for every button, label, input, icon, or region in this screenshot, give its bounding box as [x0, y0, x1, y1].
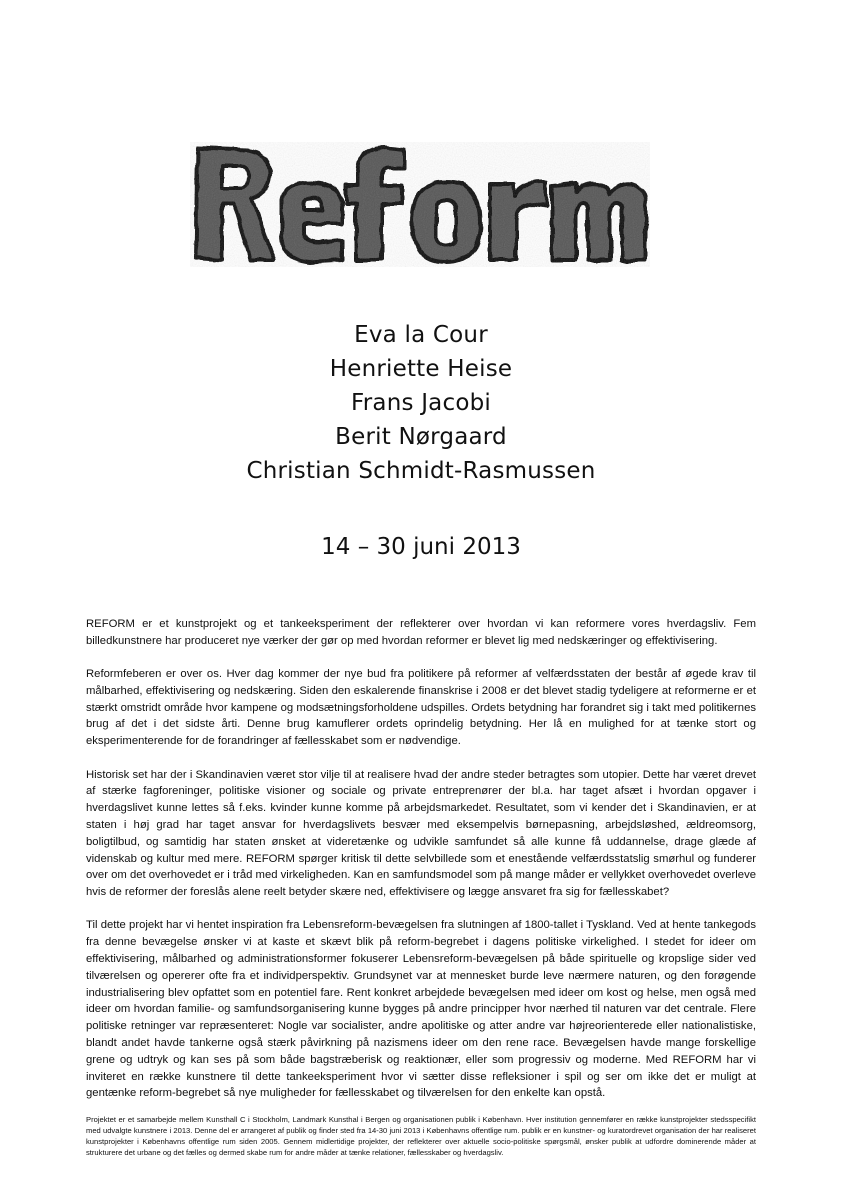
body-paragraph: Historisk set har der i Skandinavien været stor vilje til at realisere hvad der andre steder betragtes som utopier. Dette har været drevet af stærke fagforeninger, politiske visioner og sociale og private entreprenører der bl.a. har taget afsæt i hvordan opgaver i hverdagslivet kunne lettes så f.eks. kvinder kunne komme på arbejdsmarkedet. Resultatet, som vi kender det i Skandinavien, er at staten i høj grad har taget ansvar for hverdagslivets besvær med eksempelvis børnepasning, arbejdsløshed, ældreomsorg, boligtilbud, og samtidig har staten ønsket at videretænke og udvikle samfundet så alle kunne få uddannelse, drage glæde af videnskab og kultur med mere. REFORM spørger kritisk til dette selvbillede som et enestående velfærdsstatslig smørhul og funderer over om det overhovedet er i tråd med virkeligheden. Kan en samfundsmodel som på mange måder er vellykket overhovedet overleve hvis de reformer der foreslås alene reelt betyder skære ned, effektivisere og lægge ansvaret fra sig for fællesskabet? — [86, 768, 757, 899]
body-paragraph: Til dette projekt har vi hentet inspiration fra Lebensreform-bevægelsen fra slutningen af 1800-tallet i Tyskland. Ved at hente tankegods fra denne bevægelse ønsker vi at kaste et skævt blik på reform-begrebet i dagens politiske virkelighed. I stedet for ideer om effektivisering, målbarhed og administrationsformer fokuserer Lebensreform-bevægelsen på både spirituelle og kropslige sider ved tilværelsen og opererer ofte fra et individperspektiv. Grundsynet var at mennesket burde leve nærmere naturen, og den forøgende industrialisering blev opfattet som en potentiel fare. Rent konkret arbejdede bevægelsen med ideer om kost og helse, men også med ideer om hvordan familie- og samfundsorganisering kunne bygges på andre principper hvor nærhed til naturen var det centrale. Flere politiske retninger var repræsenteret: Nogle var socialister, andre apolitiske og atter andre var højreorienterede eller nationalistiske, blandt andet havde tankerne også stærk påvirkning på nazismens ideer om den rene race. Bevægelsen havde mange forskellige grene og udtryk og kan ses på som både bagstræberisk og reaktionær, eller som progressiv og moderne. Med REFORM har vi inviteret en række kunstnere til dette tankeeksperiment hvor vi sætter disse refleksioner i spil og ser om ikke det er muligt at gentænke reform-begrebet så nye muligheder for fællesskabet og tilværelsen for den enkelte kan opstå. — [86, 919, 756, 1100]
artist-name: Eva la Cour — [354, 322, 488, 348]
exhibition-dates: 14 – 30 juni 2013 — [321, 534, 521, 560]
artist-name: Berit Nørgaard — [335, 424, 507, 450]
artist-list — [0, 318, 842, 488]
footnote: Projektet er et samarbejde mellem Kunsthall C i Stockholm, Landmark Kunsthal i Bergen og organisationen publik i København. Hver institution gennemfører en række kunstprojekter stedsspecifikt med udvalgte kunstnere i 2013. Denne del er arrangeret af publik og finder sted fra 14-30 juni 2013 i Københavns offentlige rum. publik er en kunstner- og kuratordrevet organisation der har realiseret kunstprojekter i Københavns offentlige rum siden 2005. Gennem midlertidige projekter, der reflekterer over aktuelle socio-politiske spørgsmål, ønsker publik at udfordre dominerende måder at strukturere det urbane og det fælles og dermed skabe rum for andre måder at tænke relationer, fællesskaber og hverdagsliv. — [86, 1114, 756, 1158]
artist-name: Henriette Heise — [329, 356, 513, 382]
reform-logo-graphic — [190, 142, 650, 267]
artist-name: Christian Schmidt-Rasmussen — [246, 458, 596, 484]
body-text — [86, 616, 756, 1159]
reform-logo — [190, 142, 650, 267]
body-paragraph: Reformfeberen er over os. Hver dag kommer der nye bud fra politikere på reformer af velfærdsstaten der består af øgede krav til målbarhed, effektivisering og nedskæring. Siden den eskalerende finanskrise i 2008 er det blevet stadig tydeligere at reformerne er et stærkt omstridt område hvor kampene og modsætningsforholdene udspilles. Ordets betydning har forandret sig i takt med politikernes brug af det i det sidste årti. Denne brug kamuflerer ordets oprindelig betydning. Her lå en mulighed for at tænke stort og eksperimenterende for de forandringer af fællesskabet som er nødvendige. — [86, 668, 756, 748]
artist-name: Frans Jacobi — [351, 390, 491, 416]
intro-paragraph: REFORM er et kunstprojekt og et tankeeksperiment der reflekterer over hvordan vi kan reformere vores hverdagsliv. Fem billedkunstnere har produceret nye værker der gør op med hvordan reformer er blevet lig med nedskæringer og effektivisering. — [86, 618, 756, 647]
